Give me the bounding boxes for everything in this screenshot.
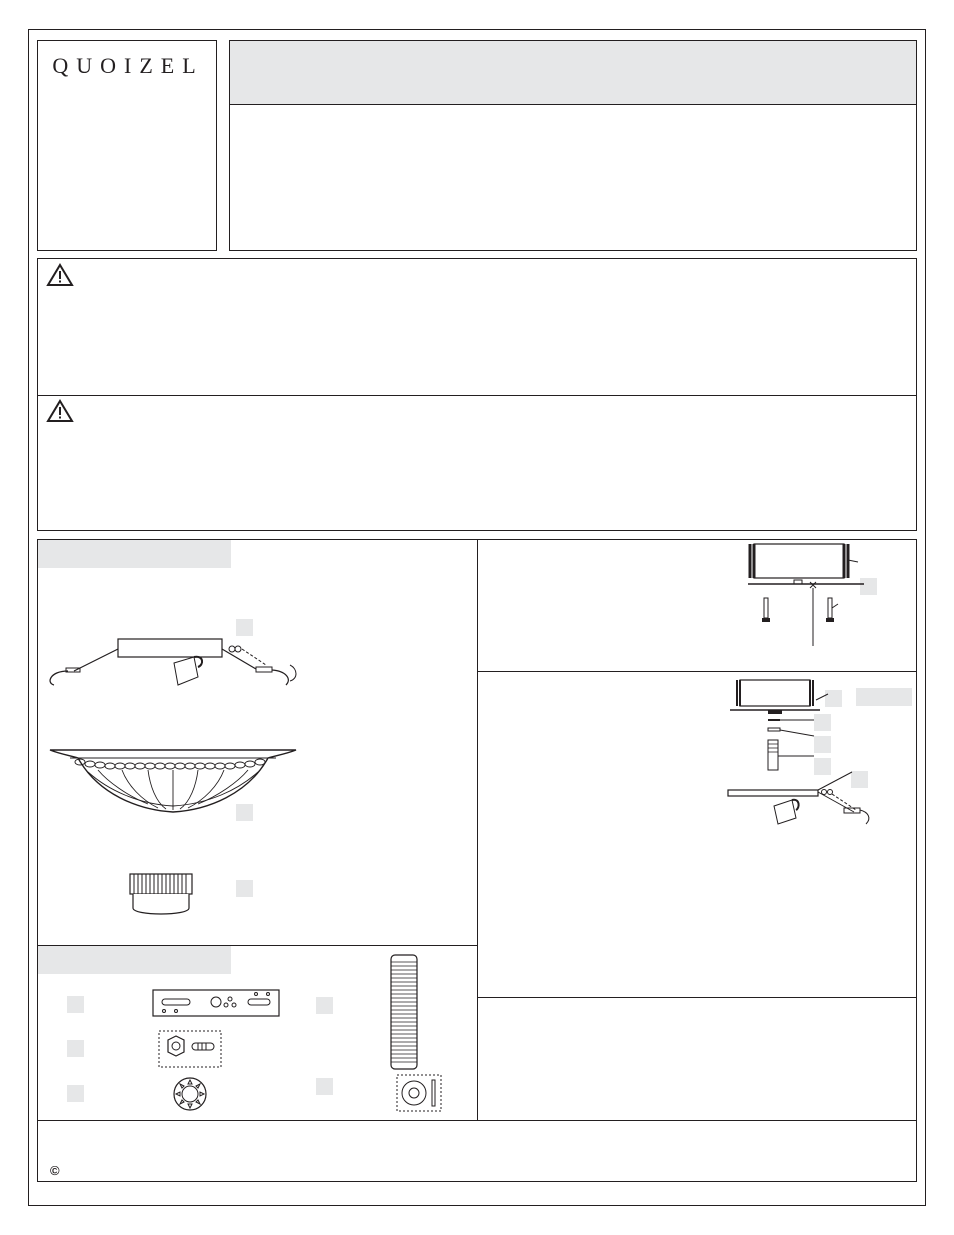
part-label-box <box>236 619 253 636</box>
warning-triangle-icon <box>47 400 73 422</box>
finial-illustration <box>128 872 194 918</box>
column-divider <box>477 540 478 1121</box>
title-panel <box>229 40 917 251</box>
warning-divider <box>38 395 916 396</box>
step-divider-2 <box>477 997 917 998</box>
lock-washer-illustration <box>172 1076 208 1112</box>
hex-nut-screw-illustration <box>158 1030 222 1068</box>
part-label-box <box>316 1078 333 1095</box>
mounting-strap-illustration <box>152 989 280 1017</box>
part-label-box <box>67 996 84 1013</box>
step-divider-1 <box>477 671 917 672</box>
title-band <box>230 41 916 105</box>
part-label-box <box>236 880 253 897</box>
main-panel <box>37 539 917 1182</box>
outlet-box-illustration <box>748 542 868 646</box>
bowl-shade-illustration <box>48 746 298 816</box>
warning-triangle-icon <box>47 264 73 286</box>
canopy-hook-illustration <box>46 635 316 695</box>
footer-divider <box>38 1120 917 1121</box>
warnings-panel <box>37 258 917 531</box>
threaded-pipe-illustration <box>390 954 418 1070</box>
part-label-box <box>67 1085 84 1102</box>
washer-illustration <box>396 1074 442 1112</box>
hardware-header-band <box>38 946 231 974</box>
parts-header-band <box>38 540 231 568</box>
logo-panel <box>37 40 217 251</box>
part-label-box <box>67 1040 84 1057</box>
assembly-exploded-illustration <box>724 678 884 830</box>
part-label-box <box>316 997 333 1014</box>
brand-logo: QUOIZEL <box>52 53 204 78</box>
copyright-symbol: © <box>50 1163 60 1178</box>
